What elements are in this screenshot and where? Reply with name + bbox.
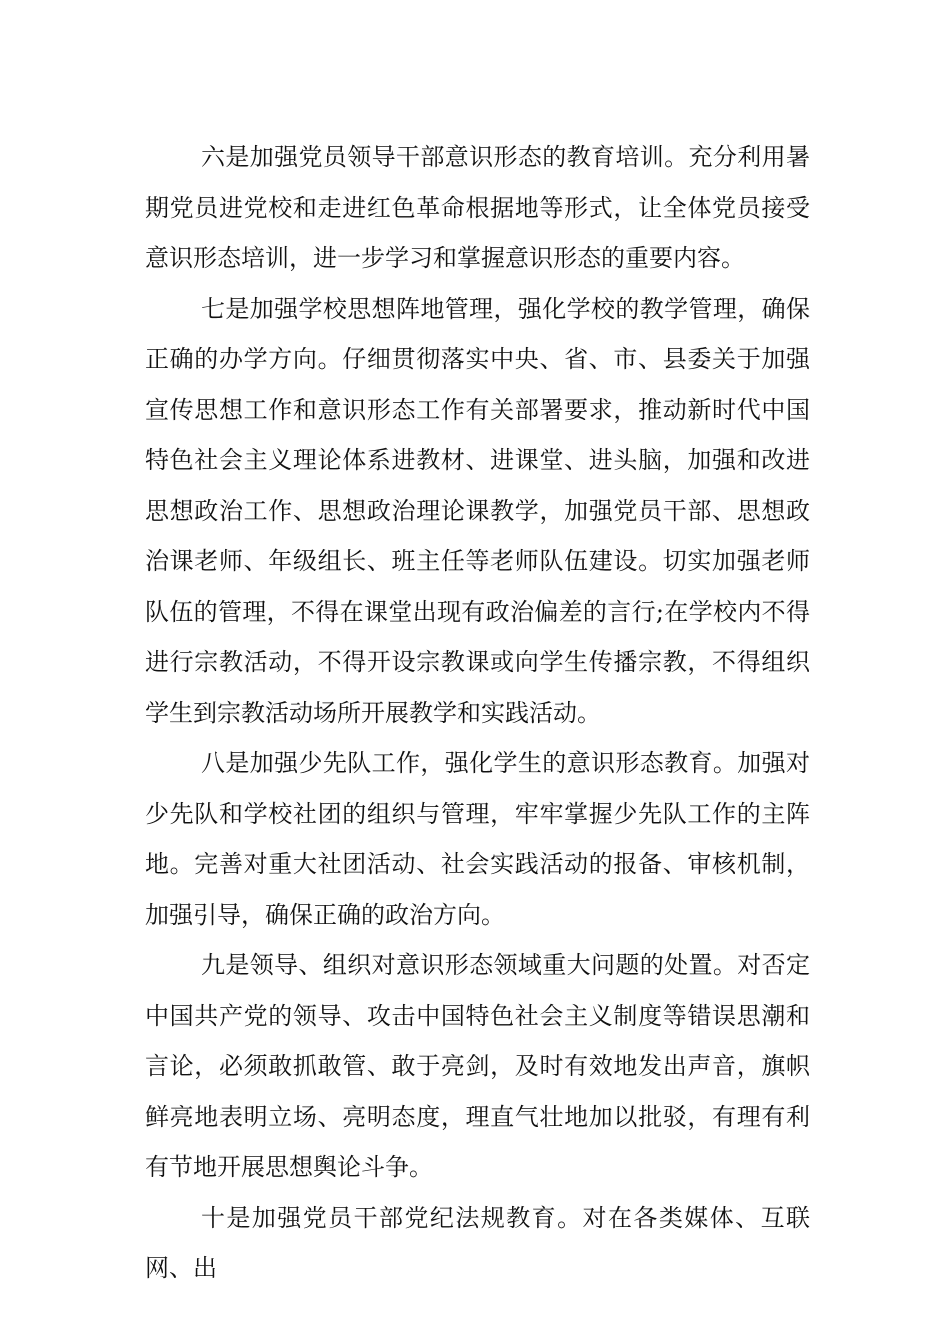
paragraph-7: 七是加强学校思想阵地管理，强化学校的教学管理，确保正确的办学方向。仔细贯彻落实中央、省、市、县委关于加强宣传思想工作和意识形态工作有关部署要求，推动新时代中国特色社会主义理论体系进教材、进课堂、进头脑，加强和改进思想政治工作、思想政治理论课教学，加强党员干部、思想政治课老师、年级组长、班主任等老师队伍建设。切实加强老师队伍的管理，不得在课堂出现有政治偏差的言行;在学校内不得进行宗教活动，不得开设宗教课或向学生传播宗教，不得组织学生到宗教活动场所开展教学和实践活动。 (145, 294, 810, 727)
paragraph-8: 八是加强少先队工作，强化学生的意识形态教育。加强对少先队和学校社团的组织与管理，牢牢掌握少先队工作的主阵地。完善对重大社团活动、社会实践活动的报备、审核机制，加强引导，确保正确的政治方向。 (145, 749, 810, 929)
paragraph-6: 六是加强党员领导干部意识形态的教育培训。充分利用暑期党员进党校和走进红色革命根据地等形式，让全体党员接受意识形态培训，进一步学习和掌握意识形态的重要内容。 (145, 143, 810, 272)
paragraph-9: 九是领导、组织对意识形态领域重大问题的处置。对否定中国共产党的领导、攻击中国特色社会主义制度等错误思潮和言论，必须敢抓敢管、敢于亮剑，及时有效地发出声音，旗帜鲜亮地表明立场、亮明态度，理直气壮地加以批驳，有理有利有节地开展思想舆论斗争。 (145, 951, 810, 1181)
paragraph-10: 十是加强党员干部党纪法规教育。对在各类媒体、互联网、出 (145, 1203, 810, 1282)
document-body (145, 132, 810, 1294)
